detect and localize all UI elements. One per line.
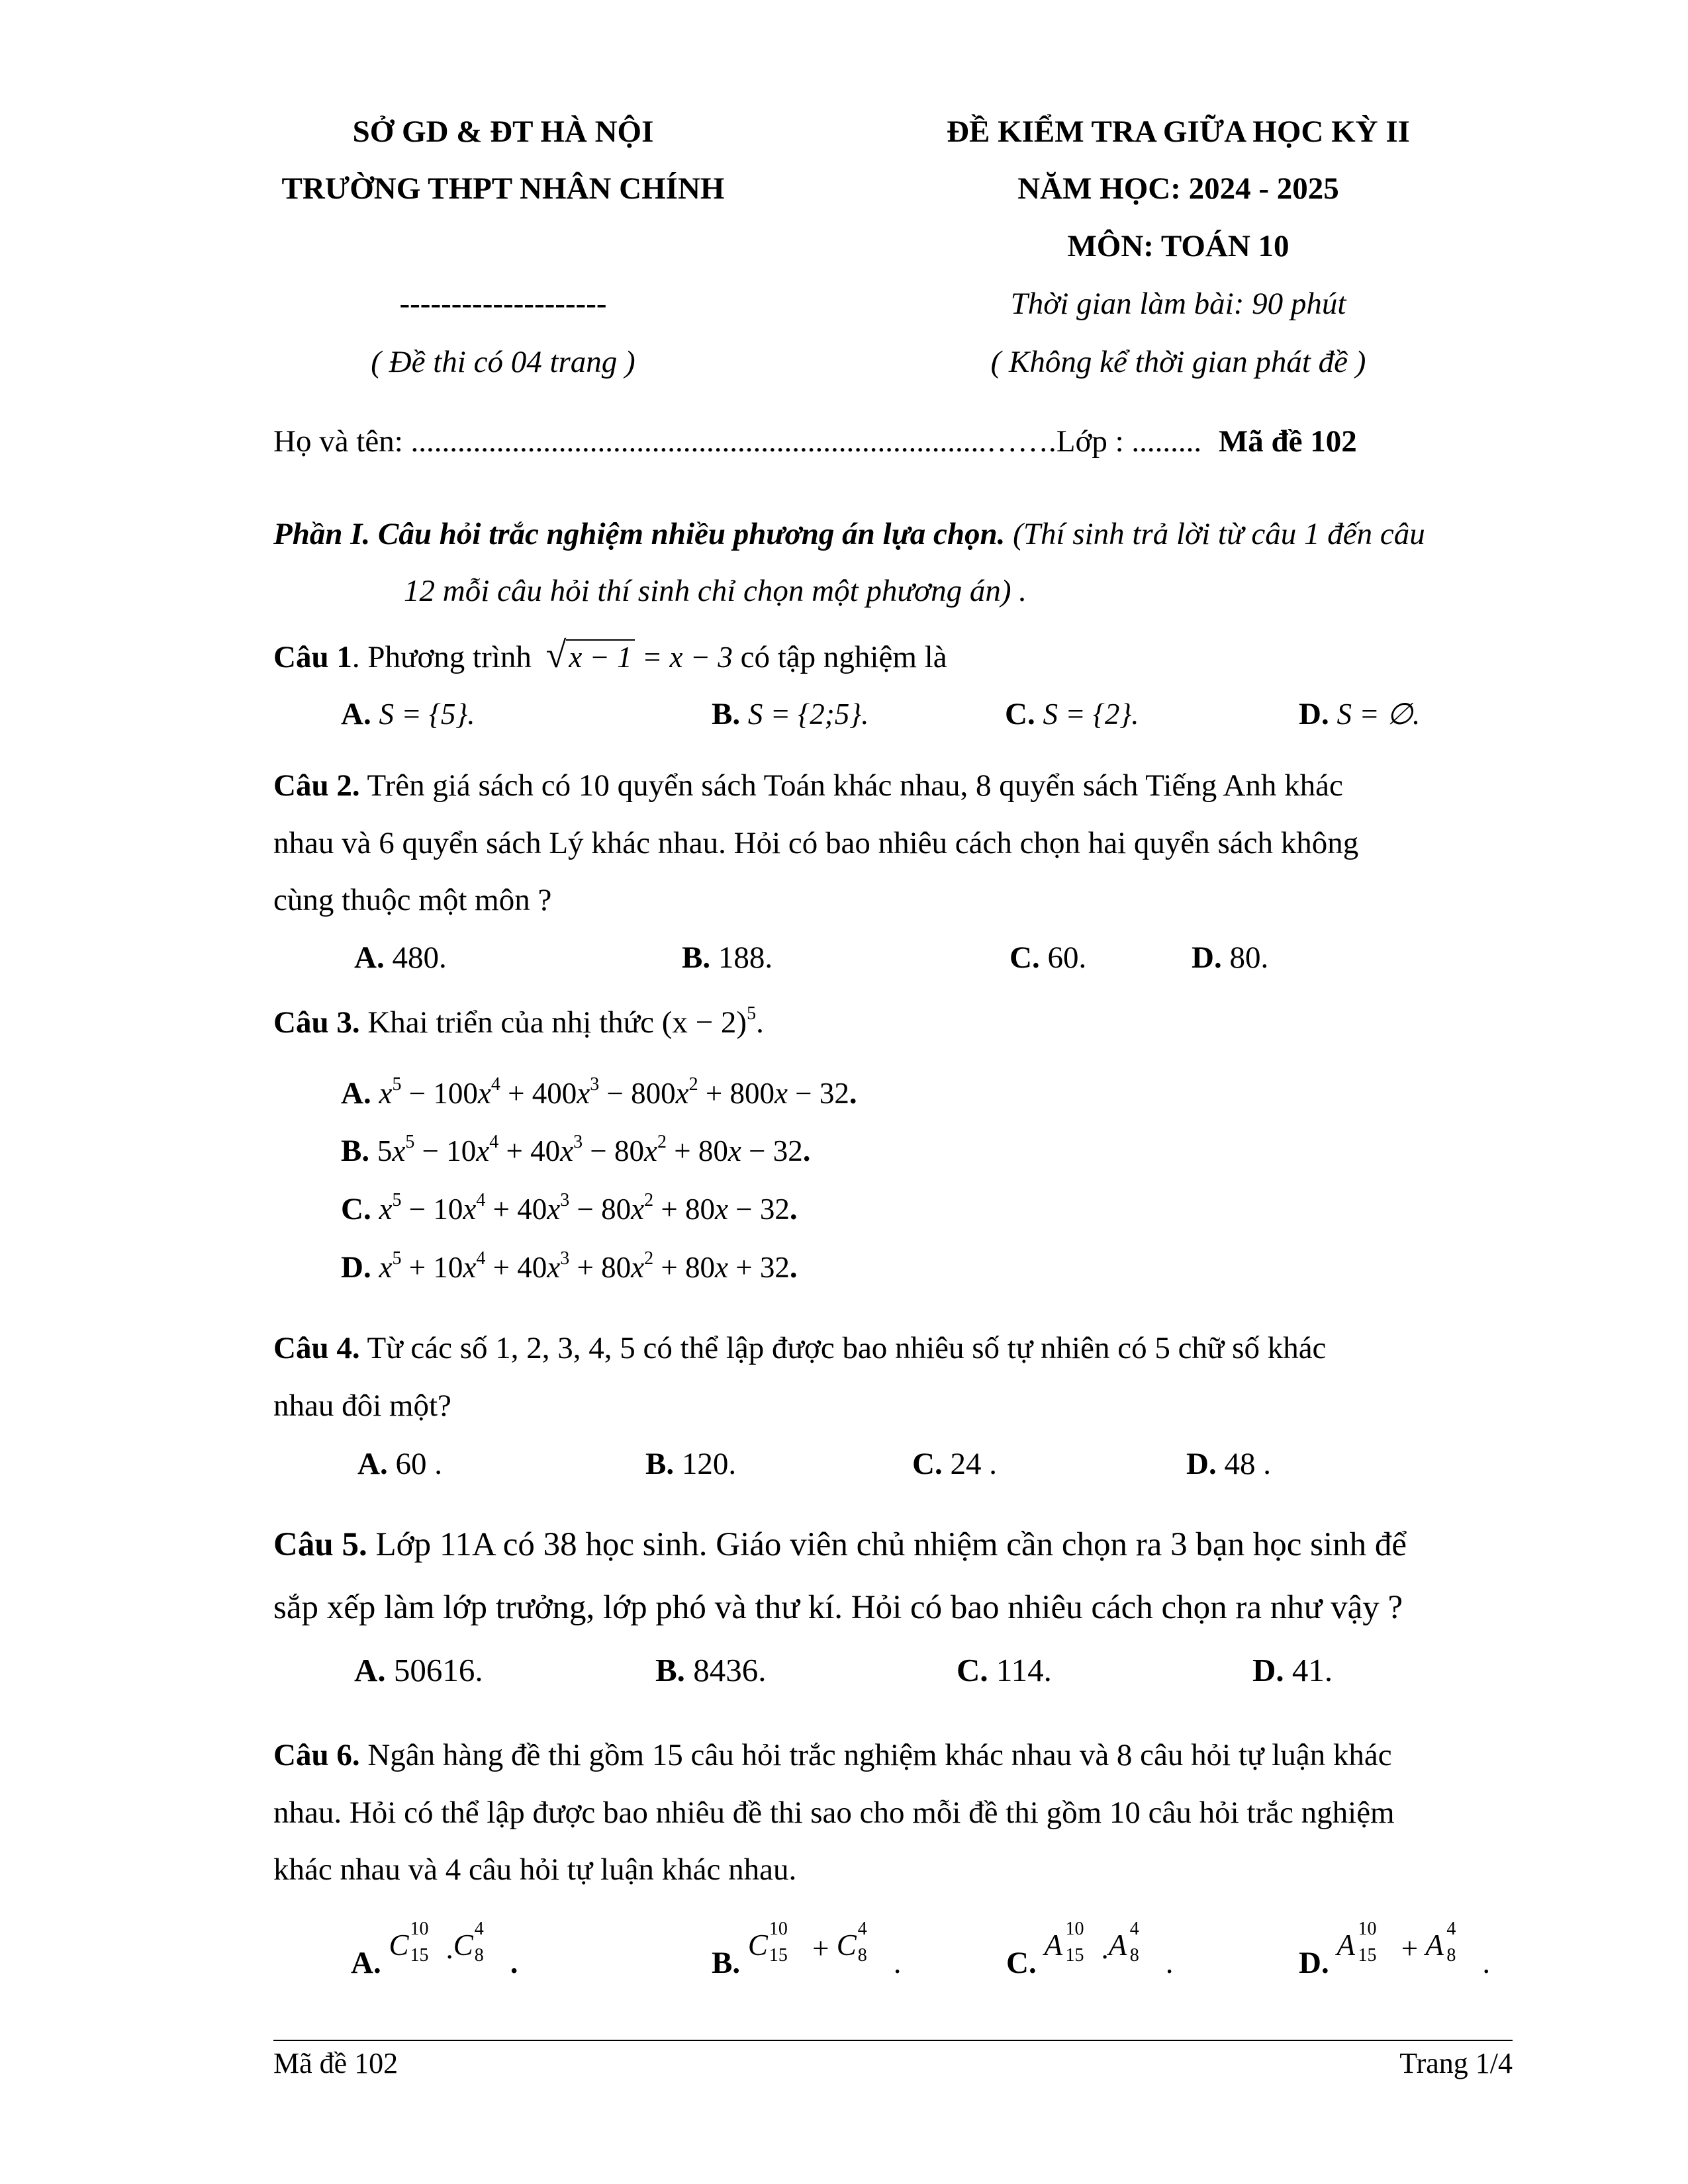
question-1-text-a: . Phương trình — [352, 640, 532, 674]
part1-instruction-1: (Thí sinh trả lời từ câu 1 đến câu — [1013, 517, 1425, 551]
q6-option-a[interactable]: A. C 10 15 . C 4 8 . — [351, 1919, 518, 1980]
q3-option-a[interactable]: A. $x^5 - 100x^4 + 400x^3 - 800x^2 + 800x - 32$. — [341, 1074, 857, 1111]
q6-option-c[interactable]: C. A 10 15 . A 4 8 . — [1006, 1919, 1174, 1980]
school-year: NĂM HỌC: 2024 - 2025 — [1017, 171, 1339, 206]
q2-option-b[interactable]: B. 188. — [682, 940, 773, 975]
question-6-line-1: Câu 6. Ngân hàng đề thi gồm 15 câu hỏi trắc nghiệm khác nhau và 8 câu hỏi tự luận khác — [273, 1738, 1392, 1772]
question-4-label: Câu 4. — [273, 1331, 360, 1365]
department-name: SỞ GD & ĐT HÀ NỘI — [352, 114, 654, 149]
q3-option-b[interactable]: B. $5x^5 - 10x^4 + 40x^3 - 80x^2 + 80x - 32$. — [341, 1132, 811, 1168]
q3-option-d[interactable]: D. $x^5 + 10x^4 + 40x^3 + 80x^2 + 80x + 32$. — [341, 1248, 798, 1285]
question-3-label: Câu 3. — [273, 1005, 360, 1040]
question-6-line-3: khác nhau và 4 câu hỏi tự luận khác nhau. — [273, 1852, 797, 1887]
school-name: TRƯỜNG THPT NHÂN CHÍNH — [281, 171, 725, 206]
q4-option-b[interactable]: B. 120. — [645, 1447, 737, 1481]
q5-option-b[interactable]: B. 8436. — [655, 1652, 767, 1688]
part1-title: Phần I. Câu hỏi trắc nghiệm nhiều phương án lựa chọn. — [273, 517, 1006, 551]
exam-title: ĐỀ KIỂM TRA GIỮA HỌC KỲ II — [947, 114, 1410, 149]
q6-option-b[interactable]: B. C 10 15 + C 4 8 . — [712, 1919, 902, 1980]
part1-instruction-2: 12 mỗi câu hỏi thí sinh chỉ chọn một phương án) . — [404, 574, 1027, 608]
page-count-note: ( Đề thi có 04 trang ) — [371, 345, 635, 379]
q2-option-a[interactable]: A. 480. — [354, 940, 447, 975]
q3-option-c[interactable]: C. $x^5 - 10x^4 + 40x^3 - 80x^2 + 80x - 32$. — [341, 1190, 798, 1226]
student-name-field[interactable]: Họ và tên: ..........................................................................…….Lớp : ......... — [273, 424, 1202, 459]
q2-option-d[interactable]: D. 80. — [1192, 940, 1269, 975]
subject: MÔN: TOÁN 10 — [1067, 229, 1289, 263]
q1-option-a[interactable]: A. S = {5}. — [341, 697, 475, 731]
question-5-label: Câu 5. — [273, 1526, 367, 1563]
question-3: Câu 3. Khai triển của nhị thức $(x - 2)^5$. — [273, 1003, 764, 1040]
question-1-text-b: có tập nghiệm là — [732, 640, 947, 674]
question-4-line-1: Câu 4. Từ các số 1, 2, 3, 4, 5 có thể lập được bao nhiêu số tự nhiên có 5 chữ số khác — [273, 1331, 1327, 1365]
q5-option-d[interactable]: D. 41. — [1252, 1652, 1333, 1688]
question-5-line-1: Câu 5. Lớp 11A có 38 học sinh. Giáo viên chủ nhiệm cần chọn ra 3 bạn học sinh để — [273, 1526, 1407, 1563]
part1-heading — [273, 516, 1425, 552]
q4-option-c[interactable]: C. 24 . — [912, 1447, 997, 1481]
footer-divider — [273, 2040, 1513, 2041]
question-2-line-1: Câu 2. Trên giá sách có 10 quyển sách Toán khác nhau, 8 quyển sách Tiếng Anh khác — [273, 768, 1343, 803]
question-4-line-2: nhau đôi một? — [273, 1388, 451, 1423]
question-2-label: Câu 2. — [273, 768, 360, 803]
question-6-line-2: nhau. Hỏi có thể lập được bao nhiêu đề thi sao cho mỗi đề thi gồm 10 câu hỏi trắc nghiệm — [273, 1796, 1395, 1830]
question-1-equation: √x − 1 = x − 3 — [545, 635, 733, 676]
question-2-line-2: nhau và 6 quyển sách Lý khác nhau. Hỏi có bao nhiêu cách chọn hai quyển sách không — [273, 826, 1359, 860]
exam-code: Mã đề 102 — [1218, 424, 1357, 459]
q5-option-c[interactable]: C. 114. — [957, 1652, 1052, 1688]
q5-option-a[interactable]: A. 50616. — [354, 1652, 483, 1688]
time-limit: Thời gian làm bài: 90 phút — [1010, 287, 1346, 321]
time-note: ( Không kể thời gian phát đề ) — [990, 345, 1366, 379]
question-1-label: Câu 1 — [273, 640, 352, 674]
q2-option-c[interactable]: C. 60. — [1009, 940, 1087, 975]
q6-option-d[interactable]: D. A 10 15 + A 4 8 . — [1299, 1919, 1491, 1980]
question-1 — [273, 634, 947, 676]
q4-option-a[interactable]: A. 60 . — [357, 1447, 442, 1481]
question-6-label: Câu 6. — [273, 1738, 360, 1772]
q1-option-c[interactable]: C. S = {2}. — [1005, 697, 1139, 731]
footer-page-number: Trang 1/4 — [1399, 2047, 1513, 2079]
footer-exam-code: Mã đề 102 — [273, 2047, 399, 2079]
question-5-line-2: sắp xếp làm lớp trưởng, lớp phó và thư kí. Hỏi có bao nhiêu cách chọn ra như vậy ? — [273, 1589, 1403, 1626]
q1-option-d[interactable]: D. S = ∅. — [1299, 697, 1421, 731]
q4-option-d[interactable]: D. 48 . — [1186, 1447, 1271, 1481]
question-2-line-3: cùng thuộc một môn ? — [273, 883, 552, 917]
student-info-line — [273, 424, 1357, 459]
header-divider-dashes: -------------------- — [399, 287, 607, 321]
q1-option-b[interactable]: B. S = {2;5}. — [712, 697, 869, 731]
